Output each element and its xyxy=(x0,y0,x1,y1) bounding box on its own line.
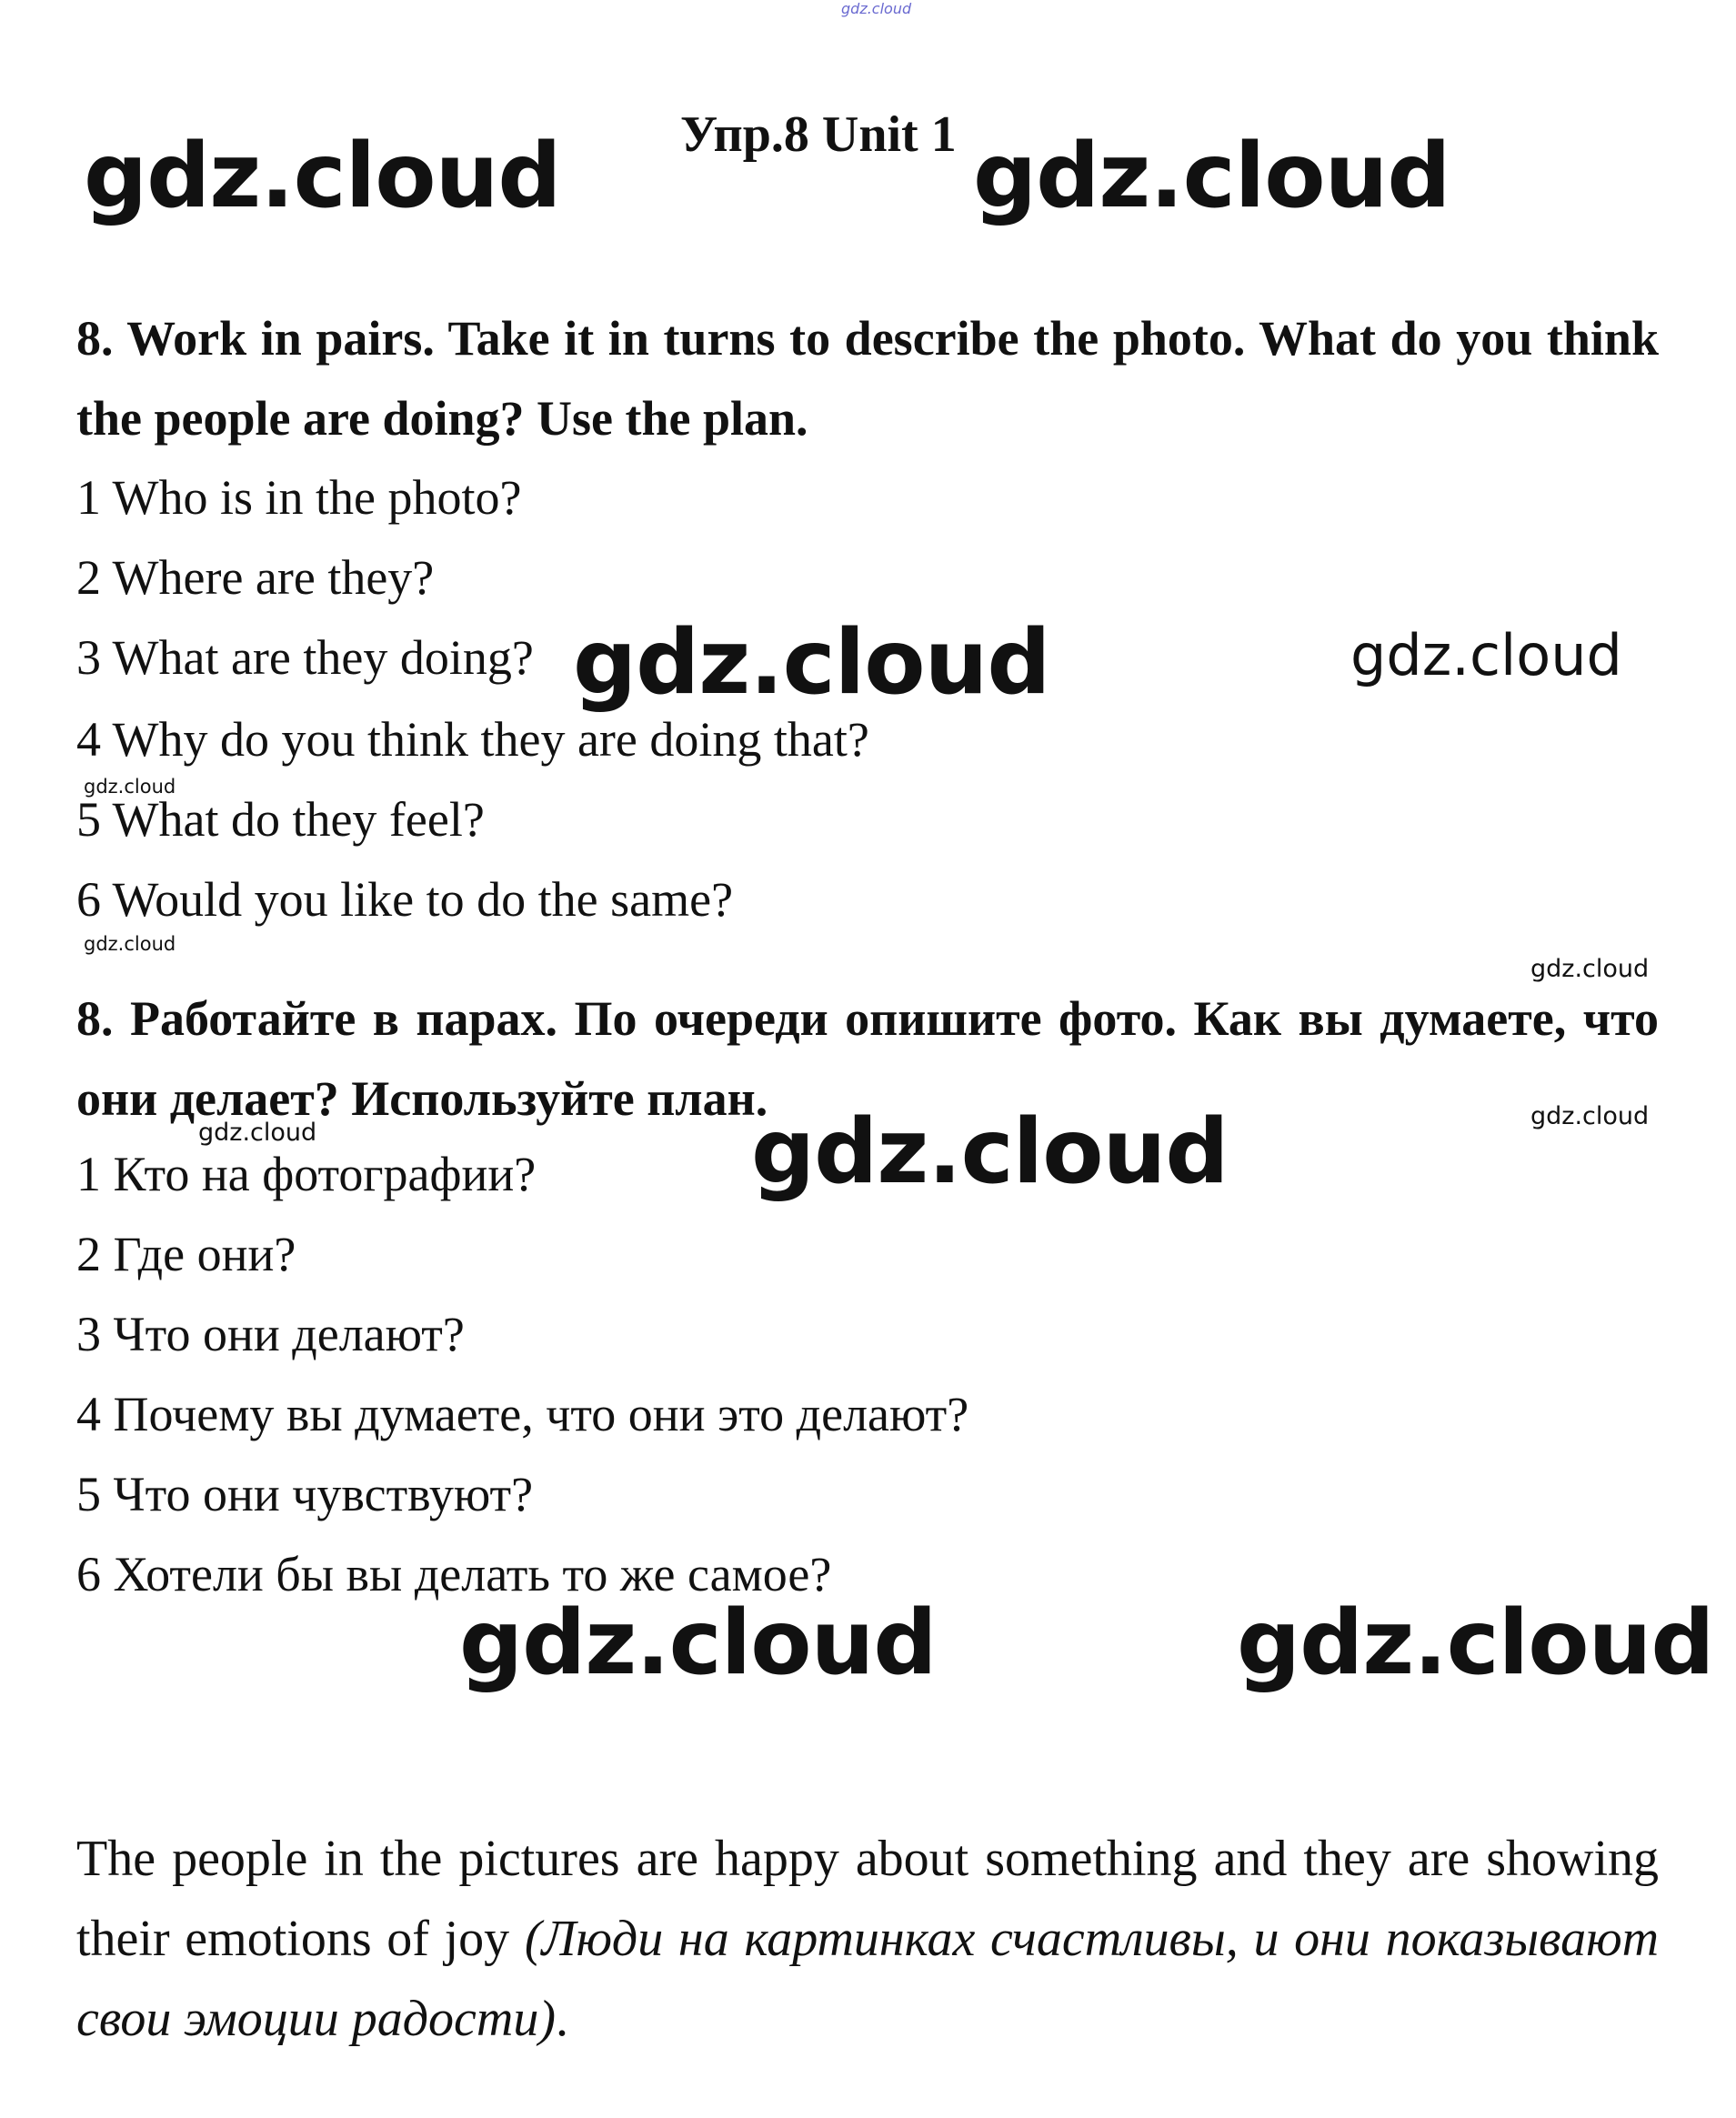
plan-item-en-4: 4 Why do you think they are doing that? xyxy=(76,712,869,767)
watermark-mid-center: gdz.cloud xyxy=(573,611,1050,715)
answer-period: . xyxy=(556,1991,568,2047)
plan-item-en-1: 1 Who is in the photo? xyxy=(76,470,522,525)
watermark-mid-right: gdz.cloud xyxy=(1350,622,1622,688)
answer-paragraph xyxy=(76,1819,1659,2059)
task-heading-en: 8. Work in pairs. Take it in turns to describe the photo. What do you think the people are doing? Use the plan. xyxy=(76,311,1659,446)
watermark-small-4: gdz.cloud xyxy=(1530,1102,1650,1130)
watermark-bottom-right: gdz.cloud xyxy=(1237,1591,1714,1695)
plan-item-ru-4: 4 Почему вы думаете, что они это делают? xyxy=(76,1387,969,1441)
answer-translation-ru: (Люди на картинках счастливы, и они показывают свои эмоции радости) xyxy=(76,1911,1660,2047)
answer-text-en: The people in the pictures are happy about something and they are showing their emotions of joy xyxy=(76,1831,1659,1967)
watermark-top: gdz.cloud xyxy=(841,0,912,17)
plan-item-ru-3: 3 Что они делают? xyxy=(76,1307,465,1361)
watermark-small-3: gdz.cloud xyxy=(1530,955,1650,983)
watermark-header-left: gdz.cloud xyxy=(84,125,561,228)
plan-item-en-5: 5 What do they feel? xyxy=(76,792,485,847)
plan-item-en-2: 2 Where are they? xyxy=(76,550,435,605)
watermark-bottom-left: gdz.cloud xyxy=(459,1591,937,1695)
watermark-header-right: gdz.cloud xyxy=(973,125,1450,228)
task-heading-ru: 8. Работайте в парах. По очереди опишите фото. Как вы думаете, что они делает? Используйте план. xyxy=(76,991,1659,1126)
page-title: Упр.8 Unit 1 xyxy=(680,106,957,163)
watermark-small-5: gdz.cloud xyxy=(198,1119,317,1147)
plan-item-ru-5: 5 Что они чувствуют? xyxy=(76,1467,534,1521)
watermark-small-1: gdz.cloud xyxy=(84,776,176,798)
plan-item-ru-1: 1 Кто на фотографии? xyxy=(76,1147,537,1201)
plan-item-en-3: 3 What are they doing? xyxy=(76,630,534,685)
watermark-small-2: gdz.cloud xyxy=(84,933,176,955)
plan-item-ru-6: 6 Хотели бы вы делать то же самое? xyxy=(76,1547,832,1601)
plan-item-ru-2: 2 Где они? xyxy=(76,1227,296,1281)
plan-item-en-6: 6 Would you like to do the same? xyxy=(76,872,734,927)
watermark-ru-center: gdz.cloud xyxy=(751,1100,1229,1204)
